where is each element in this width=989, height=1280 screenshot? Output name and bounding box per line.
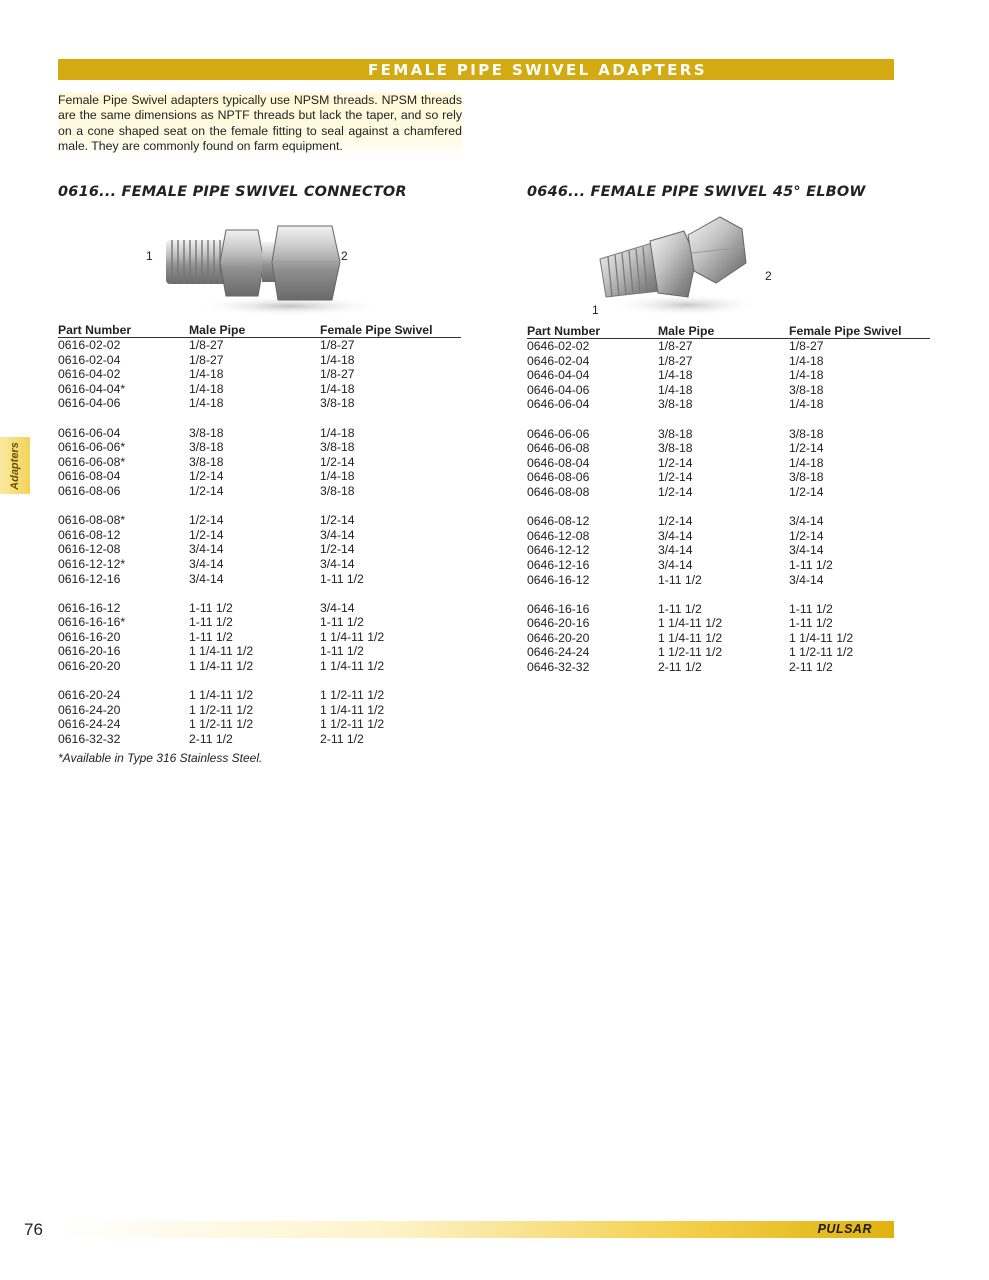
male-pipe-cell: 3/8-18 — [189, 440, 224, 455]
female-pipe-swivel-cell: 3/4-14 — [320, 556, 355, 571]
table-row — [58, 396, 461, 411]
column-header-part-number: Part Number — [527, 324, 658, 339]
part-number-cell: 0616-16-16* — [58, 615, 126, 630]
swivel-connector-image — [160, 218, 390, 318]
part-number-cell: 0616-08-04 — [58, 469, 121, 484]
table-row — [58, 732, 461, 747]
part-number-cell: 0616-08-08* — [58, 513, 126, 528]
part-number-cell: 0616-12-12* — [58, 556, 126, 571]
column-header-male-pipe: Male Pipe — [658, 324, 789, 339]
section-header-title: FEMALE PIPE SWIVEL ADAPTERS — [368, 61, 707, 79]
table-row — [527, 441, 930, 456]
male-pipe-cell: 3/4-14 — [658, 528, 693, 543]
female-pipe-swivel-cell: 1/4-18 — [789, 353, 824, 368]
male-pipe-cell: 1/2-14 — [189, 513, 224, 528]
female-pipe-swivel-cell: 3/4-14 — [789, 543, 824, 558]
part-number-cell: 0616-06-08* — [58, 454, 126, 469]
page-number: 76 — [24, 1220, 43, 1239]
section-header-bar — [58, 59, 894, 80]
group-spacer — [58, 411, 461, 426]
male-pipe-cell: 1/4-18 — [189, 381, 224, 396]
male-pipe-cell: 1/8-27 — [189, 338, 224, 352]
female-pipe-swivel-cell: 1/8-27 — [320, 367, 355, 382]
female-pipe-swivel-cell: 1/4-18 — [789, 397, 824, 412]
column-header-female-pipe-swivel: Female Pipe Swivel — [789, 324, 930, 339]
part-number-cell: 0646-32-32 — [527, 660, 590, 675]
part-number-cell: 0646-02-02 — [527, 339, 590, 353]
female-pipe-swivel-cell: 1-11 1/2 — [320, 615, 364, 630]
part-number-cell: 0646-06-08 — [527, 441, 590, 456]
part-number-cell: 0646-02-04 — [527, 353, 590, 368]
part-number-cell: 0646-08-12 — [527, 514, 590, 529]
connector-section-title: 0616... FEMALE PIPE SWIVEL CONNECTOR — [58, 184, 407, 200]
male-pipe-cell: 1/2-14 — [189, 469, 224, 484]
table-row — [58, 717, 461, 732]
male-pipe-cell: 3/8-18 — [658, 397, 693, 412]
table-row — [58, 513, 461, 528]
part-number-cell: 0616-24-20 — [58, 702, 121, 717]
female-pipe-swivel-cell: 1-11 1/2 — [789, 616, 833, 631]
column-header-male-pipe: Male Pipe — [189, 323, 320, 338]
female-pipe-swivel-cell: 1 1/4-11 1/2 — [789, 630, 854, 645]
elbow-port-2-label: 2 — [765, 269, 772, 283]
table-row — [527, 397, 930, 412]
brand-logo: PULSAR — [817, 1222, 872, 1236]
elbow-section-title: 0646... FEMALE PIPE SWIVEL 45° ELBOW — [527, 184, 866, 200]
table-row — [527, 368, 930, 383]
part-number-cell: 0646-12-08 — [527, 528, 590, 543]
female-pipe-swivel-cell: 3/4-14 — [789, 514, 824, 529]
male-pipe-cell: 3/4-14 — [189, 571, 224, 586]
table-row — [527, 485, 930, 500]
female-pipe-swivel-cell: 1/2-14 — [789, 528, 824, 543]
part-number-cell: 0616-02-04 — [58, 352, 121, 367]
stainless-footnote: *Available in Type 316 Stainless Steel. — [58, 751, 263, 765]
male-pipe-cell: 1/8-27 — [658, 339, 693, 353]
female-pipe-swivel-cell: 1 1/2-11 1/2 — [320, 717, 385, 732]
female-pipe-swivel-cell: 1 1/2-11 1/2 — [320, 688, 385, 703]
table-row — [527, 383, 930, 398]
male-pipe-cell: 1 1/2-11 1/2 — [189, 717, 254, 732]
table-row — [527, 456, 930, 471]
male-pipe-cell: 3/8-18 — [658, 441, 693, 456]
table-row — [58, 542, 461, 557]
part-number-cell: 0616-16-12 — [58, 600, 121, 615]
part-number-cell: 0646-20-16 — [527, 616, 590, 631]
table-row — [58, 353, 461, 368]
table-row — [58, 601, 461, 616]
part-number-cell: 0646-08-04 — [527, 455, 590, 470]
column-header-part-number: Part Number — [58, 323, 189, 338]
side-tab-label: Adapters — [9, 441, 21, 490]
male-pipe-cell: 1 1/2-11 1/2 — [658, 645, 723, 660]
table-row — [58, 688, 461, 703]
part-number-cell: 0616-20-20 — [58, 659, 121, 674]
group-spacer — [58, 499, 461, 514]
part-number-cell: 0646-06-04 — [527, 397, 590, 412]
part-number-cell: 0616-06-06* — [58, 440, 126, 455]
part-number-cell: 0646-06-06 — [527, 426, 590, 441]
female-pipe-swivel-cell: 1/4-18 — [789, 455, 824, 470]
part-number-cell: 0616-16-20 — [58, 629, 121, 644]
male-pipe-cell: 3/4-14 — [658, 543, 693, 558]
female-pipe-swivel-cell: 1/8-27 — [789, 339, 824, 353]
female-pipe-swivel-cell: 1/2-14 — [320, 513, 355, 528]
table-row — [58, 703, 461, 718]
part-number-cell: 0646-08-06 — [527, 470, 590, 485]
table-row — [58, 644, 461, 659]
elbow-spec-table — [527, 324, 930, 675]
table-row — [58, 484, 461, 499]
female-pipe-swivel-cell: 1-11 1/2 — [789, 601, 833, 616]
table-row — [58, 440, 461, 455]
male-pipe-cell: 1/8-27 — [658, 353, 693, 368]
table-row — [527, 573, 930, 588]
table-row — [58, 382, 461, 397]
female-pipe-swivel-cell: 1/2-14 — [789, 441, 824, 456]
table-row — [527, 602, 930, 617]
table-row — [527, 645, 930, 660]
table-header-row — [527, 324, 930, 339]
male-pipe-cell: 1 1/4-11 1/2 — [189, 644, 254, 659]
part-number-cell: 0616-20-16 — [58, 644, 121, 659]
elbow-port-1-label: 1 — [592, 303, 599, 317]
male-pipe-cell: 3/8-18 — [658, 426, 693, 441]
connector-spec-table — [58, 323, 461, 747]
part-number-cell: 0616-12-16 — [58, 571, 121, 586]
part-number-cell: 0646-04-06 — [527, 382, 590, 397]
table-row — [58, 572, 461, 587]
female-pipe-swivel-cell: 3/8-18 — [320, 440, 355, 455]
female-pipe-swivel-cell: 3/4-14 — [789, 572, 824, 587]
male-pipe-cell: 1 1/4-11 1/2 — [189, 659, 254, 674]
table-row — [527, 427, 930, 442]
female-pipe-swivel-cell: 1/4-18 — [789, 368, 824, 383]
female-pipe-swivel-cell: 1 1/4-11 1/2 — [320, 702, 385, 717]
table-row — [58, 367, 461, 382]
male-pipe-cell: 3/4-14 — [658, 557, 693, 572]
table-row — [527, 631, 930, 646]
part-number-cell: 0646-12-16 — [527, 557, 590, 572]
table-row — [58, 557, 461, 572]
male-pipe-cell: 1 1/2-11 1/2 — [189, 702, 254, 717]
male-pipe-cell: 1 1/4-11 1/2 — [189, 688, 254, 703]
male-pipe-cell: 1-11 1/2 — [189, 629, 233, 644]
female-pipe-swivel-cell: 3/8-18 — [789, 426, 824, 441]
male-pipe-cell: 1/2-14 — [189, 483, 224, 498]
female-pipe-swivel-cell: 1-11 1/2 — [320, 644, 364, 659]
female-pipe-swivel-cell: 2-11 1/2 — [320, 732, 364, 747]
connector-port-1-label: 1 — [146, 249, 153, 263]
table-row — [58, 528, 461, 543]
part-number-cell: 0646-08-08 — [527, 484, 590, 499]
male-pipe-cell: 3/8-18 — [189, 425, 224, 440]
part-number-cell: 0616-12-08 — [58, 542, 121, 557]
male-pipe-cell: 3/4-14 — [189, 556, 224, 571]
male-pipe-cell: 1 1/4-11 1/2 — [658, 630, 723, 645]
table-row — [527, 529, 930, 544]
male-pipe-cell: 1/2-14 — [658, 455, 693, 470]
male-pipe-cell: 1/2-14 — [658, 514, 693, 529]
column-header-female-pipe-swivel: Female Pipe Swivel — [320, 323, 461, 338]
group-spacer — [58, 586, 461, 601]
part-number-cell: 0616-08-06 — [58, 483, 121, 498]
table-row — [58, 455, 461, 470]
footer-bar — [58, 1221, 894, 1238]
part-number-cell: 0616-04-06 — [58, 396, 121, 411]
male-pipe-cell: 1 1/4-11 1/2 — [658, 616, 723, 631]
female-pipe-swivel-cell: 1/4-18 — [320, 381, 355, 396]
table-row — [527, 470, 930, 485]
part-number-cell: 0646-20-20 — [527, 630, 590, 645]
female-pipe-swivel-cell: 1-11 1/2 — [789, 557, 833, 572]
group-spacer — [527, 500, 930, 515]
part-number-cell: 0616-04-04* — [58, 381, 126, 396]
female-pipe-swivel-cell: 1/4-18 — [320, 352, 355, 367]
female-pipe-swivel-cell: 1 1/2-11 1/2 — [789, 645, 854, 660]
group-spacer — [527, 587, 930, 602]
female-pipe-swivel-cell: 1/8-27 — [320, 338, 355, 352]
female-pipe-swivel-cell: 3/4-14 — [320, 600, 355, 615]
female-pipe-swivel-cell: 1-11 1/2 — [320, 571, 364, 586]
part-number-cell: 0616-06-04 — [58, 425, 121, 440]
intro-paragraph: Female Pipe Swivel adapters typically use NPSM threads. NPSM threads are the same dimensions as NPTF threads but lack the taper, and so rely on a cone shaped seat on the female fitting to seal against a chamfered male. They are commonly found on farm equipment. — [58, 93, 462, 157]
part-number-cell: 0616-32-32 — [58, 732, 121, 747]
female-pipe-swivel-cell: 1 1/4-11 1/2 — [320, 629, 385, 644]
part-number-cell: 0646-24-24 — [527, 645, 590, 660]
male-pipe-cell: 1/2-14 — [189, 527, 224, 542]
male-pipe-cell: 1/2-14 — [658, 484, 693, 499]
table-row — [58, 630, 461, 645]
female-pipe-swivel-cell: 1/2-14 — [320, 454, 355, 469]
male-pipe-cell: 1/4-18 — [189, 396, 224, 411]
part-number-cell: 0646-12-12 — [527, 543, 590, 558]
female-pipe-swivel-cell: 3/4-14 — [320, 527, 355, 542]
part-number-cell: 0616-20-24 — [58, 688, 121, 703]
female-pipe-swivel-cell: 1/2-14 — [320, 542, 355, 557]
part-number-cell: 0616-04-02 — [58, 367, 121, 382]
male-pipe-cell: 3/8-18 — [189, 454, 224, 469]
table-row — [58, 659, 461, 674]
table-row — [527, 339, 930, 354]
swivel-elbow-image — [592, 213, 772, 323]
male-pipe-cell: 1/8-27 — [189, 352, 224, 367]
table-header-row — [58, 323, 461, 338]
female-pipe-swivel-cell: 2-11 1/2 — [789, 660, 833, 675]
table-row — [58, 338, 461, 353]
table-row — [527, 558, 930, 573]
table-row — [527, 616, 930, 631]
table-row — [527, 354, 930, 369]
table-row — [58, 426, 461, 441]
male-pipe-cell: 2-11 1/2 — [189, 732, 233, 747]
female-pipe-swivel-cell: 3/8-18 — [320, 396, 355, 411]
female-pipe-swivel-cell: 3/8-18 — [320, 483, 355, 498]
male-pipe-cell: 1-11 1/2 — [189, 600, 233, 615]
table-row — [58, 615, 461, 630]
table-row — [527, 660, 930, 675]
part-number-cell: 0646-16-16 — [527, 601, 590, 616]
part-number-cell: 0616-08-12 — [58, 527, 121, 542]
part-number-cell: 0616-24-24 — [58, 717, 121, 732]
group-spacer — [58, 674, 461, 689]
female-pipe-swivel-cell: 3/8-18 — [789, 470, 824, 485]
male-pipe-cell: 2-11 1/2 — [658, 660, 702, 675]
male-pipe-cell: 1/2-14 — [658, 470, 693, 485]
connector-port-2-label: 2 — [341, 249, 348, 263]
male-pipe-cell: 1-11 1/2 — [658, 572, 702, 587]
female-pipe-swivel-cell: 3/8-18 — [789, 382, 824, 397]
side-tab-adapters[interactable] — [0, 437, 30, 494]
female-pipe-swivel-cell: 1/4-18 — [320, 425, 355, 440]
table-row — [527, 514, 930, 529]
part-number-cell: 0646-16-12 — [527, 572, 590, 587]
part-number-cell: 0646-04-04 — [527, 368, 590, 383]
female-pipe-swivel-cell: 1/4-18 — [320, 469, 355, 484]
female-pipe-swivel-cell: 1/2-14 — [789, 484, 824, 499]
male-pipe-cell: 1-11 1/2 — [189, 615, 233, 630]
group-spacer — [527, 412, 930, 427]
male-pipe-cell: 1/4-18 — [189, 367, 224, 382]
male-pipe-cell: 1-11 1/2 — [658, 601, 702, 616]
table-row — [58, 469, 461, 484]
table-row — [527, 543, 930, 558]
male-pipe-cell: 1/4-18 — [658, 382, 693, 397]
male-pipe-cell: 1/4-18 — [658, 368, 693, 383]
male-pipe-cell: 3/4-14 — [189, 542, 224, 557]
part-number-cell: 0616-02-02 — [58, 338, 121, 352]
female-pipe-swivel-cell: 1 1/4-11 1/2 — [320, 659, 385, 674]
